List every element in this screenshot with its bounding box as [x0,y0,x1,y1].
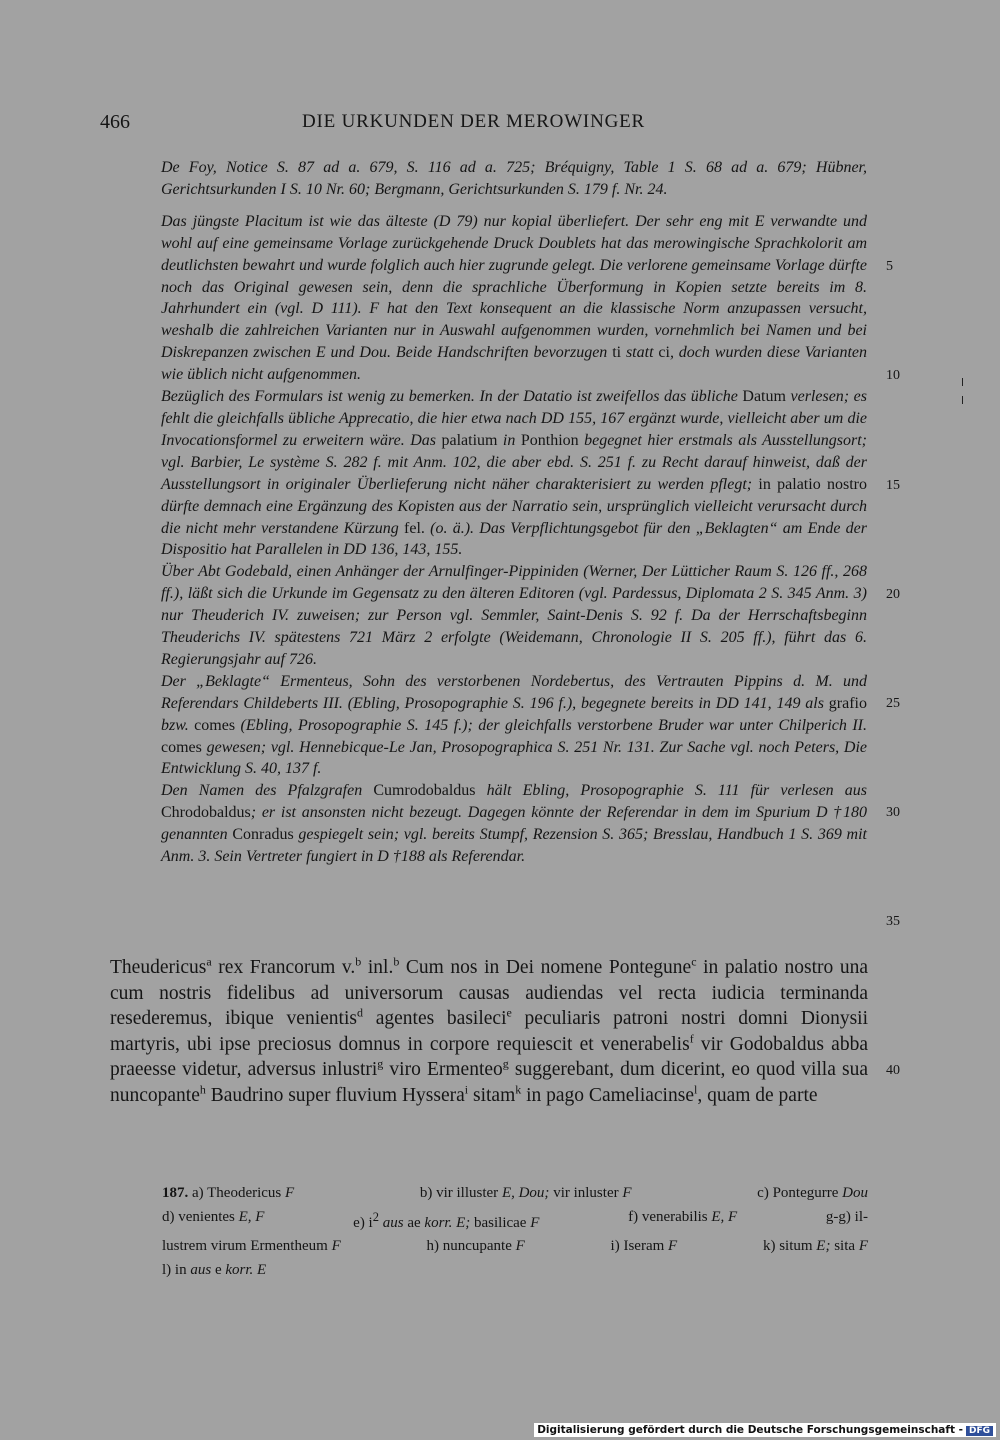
line-number: 25 [886,696,900,711]
line-number: 5 [886,259,893,274]
quoted-source-term: comes [194,716,236,734]
apparatus-mark: a [206,954,212,969]
quoted-source-term: Conradus [232,826,294,844]
footnote-c: c) Pontegurre [757,1185,839,1201]
footnote-source: E, F [711,1208,738,1225]
commentary-para-5: Der „Beklagte“ Ermenteus, Sohn des verstorbenen Nordebertus, des Vertrauten Pippins d. M. und Referendars Childeberts III. (Ebling, Prosopographie S. 196 f.), begegnete bereits in DD 141, 149 als grafio bzw. comes (Ebling, Prosopographie S. 145 f.); der gleichfalls verstorbene Bruder war unter Chilperich II. comes gewesen; vgl. Hennebicque-Le Jan, Prosopographica S. 251 Nr. 131. Zur Sache vgl. noch Peters, Die Entwicklung S. 40, 137 f. [161,672,868,778]
dfg-credit-text: Digitalisierung gefördert durch die Deutsche Forschungsgemeinschaft - [537,1424,963,1436]
apparatus-mark: i [464,1082,469,1097]
line-number: 35 [886,914,900,929]
apparatus-mark: g [377,1056,384,1071]
quoted-source-term: Datum [742,388,786,406]
apparatus-mark: h [199,1082,206,1097]
running-head: DIE URKUNDEN DER MEROWINGER [302,111,645,132]
quoted-source-term: grafio [828,694,867,712]
apparatus-mark: d [356,1005,363,1020]
footnote-source: E, F [238,1208,265,1225]
apparatus-mark: c [691,954,697,969]
footnote-source: Dou [842,1185,868,1201]
apparatus-mark: b [393,954,400,969]
commentary-para-2: Das jüngste Placitum ist wie das älteste (D 79) nur kopial überliefert. Der sehr eng mit E verwandte und wohl auf eine gemeinsame Vorlage zurückgehende Druck Doublets hat das merowingische Sprachkolorit am deutlichsten bewahrt und wurde folglich auch hier zugrunde gelegt. Die verlorene gemeinsame Vorlage dürfte noch das Original gewesen sein, denn die sprachliche Überformung in Kopien setzte bereits im 8. Jahrhundert ein (vgl. D 111). F hat den Text konsequent an die klassische Norm anzupassen versucht, weshalb die zahlreichen Varianten nur in Auswahl aufgenommen wurden, vornehmlich bei Namen und bei Diskrepanzen zwischen E und Dou. Beide Handschriften bevorzugen ti statt ci, doch wurden diese Varianten wie üblich nicht aufgenommen. [161,212,868,384]
footnote-h: h) nuncupante [426,1238,512,1254]
apparatus-mark: g [502,1056,509,1071]
footnote-row [162,1259,868,1283]
footnote-source: F [622,1185,632,1201]
quoted-source-term: fel. [404,519,425,537]
footnote-source: F [331,1238,341,1254]
line-number: 30 [886,805,900,820]
footnote-d: d) venientes [162,1208,235,1225]
quoted-source-term: Chrodobaldus [161,804,251,822]
line-number: 15 [886,478,900,493]
quoted-source-term: Cumrodobaldus [373,782,476,800]
footnote-source: F [858,1238,868,1254]
charter-text: Theudericus$^a$ rex Francorum v.$^b$ inl.$^b$ Cum nos in Dei nomene Pontegune$^c$ in palatio nostro una cum nostris fidelibus ad universorum causas audiendas vel recta iudicia terminanda resederemus, ibique venientis$^d$ agentes basileci$^e$ peculiaris patroni nostri domni Dionysii martyris, ubi ipse preciosus domnus in corpore requiescit et venerabelis$^f$ vir Godobaldus abba praeesse videtur, adversus inlustri$^g$ viro Ermenteo$^g$ suggerebant, dum dicerint, eo quod villa sua nuncopante$^h$ Baudrino super fluvium Hyssera$^i$ sitam$^k$ in pago Cameliacinse$^l$, quam de parte [110,954,869,1106]
footnote-g-cont: lustrem virum Ermentheum [162,1238,328,1254]
line-number: 40 [886,1063,900,1078]
commentary-para-3: Bezüglich des Formulars ist wenig zu bemerken. In der Datatio ist zweifellos das übliche Datum verlesen; es fehlt die gleichfalls übliche Apprecatio, die hier etwa nach DD 155, 167 ergänzt wurde, vielleicht aber um die Invocationsformel zu erweitern wäre. Das palatium in Ponthion begegnet hier erstmals als Ausstellungsort; vgl. Barbier, Le système S. 282 f. mit Anm. 102, die aber ebd. S. 251 f. zu Recht darauf hinweist, daß der Ausstellungsort in originaler Überlieferung nicht näher charakterisiert zu werden pflegt; in palatio nostro dürfte demnach eine Ergänzung des Kopisten aus der Narratio sein, ursprünglich vielleicht verursacht durch die nicht mehr verstandene Kürzung fel. (o. ä.). Das Verpflichtungsgebot für den „Beklagten“ am Ende der Dispositio hat Parallelen in DD 136, 143, 155. [161,388,868,559]
footnotes [162,1182,868,1282]
footnote-i: i) Iseram [610,1238,665,1254]
footnote-b: b) vir illuster [419,1185,499,1201]
footnote-source: E; [816,1238,831,1254]
quoted-source-term: ti [612,344,622,362]
footnote-note: aus [190,1261,212,1278]
margin-mark [962,378,963,386]
apparatus-mark: f [689,1031,694,1046]
footnote-variant: ae [407,1214,421,1231]
footnote-source: F [285,1185,295,1201]
footnote-a: a) Theodericus [192,1185,282,1201]
footnote-source: F [668,1238,678,1254]
line-number: 20 [886,587,900,602]
quoted-source-term: comes [161,738,202,756]
footnote-sup: 2 [372,1209,379,1224]
footnote-variant: vir inluster [553,1185,619,1201]
footnote-source: E, Dou; [501,1185,550,1201]
apparatus-mark: e [506,1005,512,1020]
footnote-l: l) in [162,1261,187,1278]
dfg-logo: DFG [966,1426,993,1436]
footnote-variant: basilicae [473,1214,527,1231]
footnote-note: korr. E; [424,1214,471,1231]
quoted-source-term: ci [658,344,670,362]
footnote-row [162,1182,868,1206]
apparatus-mark: k [515,1082,522,1097]
footnote-note: aus [382,1214,404,1231]
apparatus-mark: l [693,1082,698,1097]
footnote-k: k) situm [762,1238,813,1254]
quoted-source-term: palatium [441,431,498,449]
margin-mark [962,396,963,404]
footnote-row [162,1206,868,1236]
footnote-variant: sita [834,1238,856,1254]
quoted-source-term: in palatio nostro [758,475,867,493]
footnote-row [162,1235,868,1259]
dfg-credit [534,1423,996,1437]
commentary-para-1: De Foy, Notice S. 87 ad a. 679, S. 116 ad a. 725; Bréquigny, Table 1 S. 68 ad a. 679; Hübner, Gerichtsurkunden I S. 10 Nr. 60; Bergmann, Gerichtsurkunden S. 179 f. Nr. 24. [161,159,867,198]
footnote-g: g-g) il- [825,1208,868,1225]
document-number: 187. [162,1185,189,1201]
footnote-variant: e [214,1261,222,1278]
line-number: 10 [886,368,900,383]
apparatus-mark: b [355,954,362,969]
footnote-source: F [530,1214,540,1231]
page-number: 466 [100,111,130,133]
footnote-note: korr. E [225,1261,267,1278]
footnote-source: F [515,1238,525,1254]
footnote-e: e) i [353,1214,373,1231]
commentary-para-6: Den Namen des Pfalzgrafen Cumrodobaldus hält Ebling, Prosopographie S. 111 für verlesen aus Chrodobaldus; er ist ansonsten nicht bezeugt. Dagegen könnte der Referendar in dem im Spurium D †180 genannten Conradus gespiegelt sein; vgl. bereits Stumpf, Rezension S. 365; Bresslau, Handbuch 1 S. 369 mit Anm. 3. Sein Vertreter fungiert in D †188 als Referendar. [161,782,867,866]
quoted-source-term: Ponthion [520,431,579,449]
footnote-f: f) venerabilis [628,1208,708,1225]
commentary [161,157,867,868]
commentary-para-4: Über Abt Godebald, einen Anhänger der Arnulfinger-Pippiniden (Werner, Der Lütticher Raum S. 126 ff., 268 ff.), läßt sich die Urkunde im Gegensatz zu den älteren Editoren (vgl. Pardessus, Diplomata 2 S. 345 Anm. 3) nur Theuderich IV. zuweisen; zur Person vgl. Semmler, Saint-Denis S. 92 f. Da der Herrschaftsbeginn Theuderichs IV. spätestens 721 März 2 erfolgte (Weidemann, Chronologie II S. 205 ff.), führt das 6. Regierungsjahr auf 726. [161,563,867,668]
